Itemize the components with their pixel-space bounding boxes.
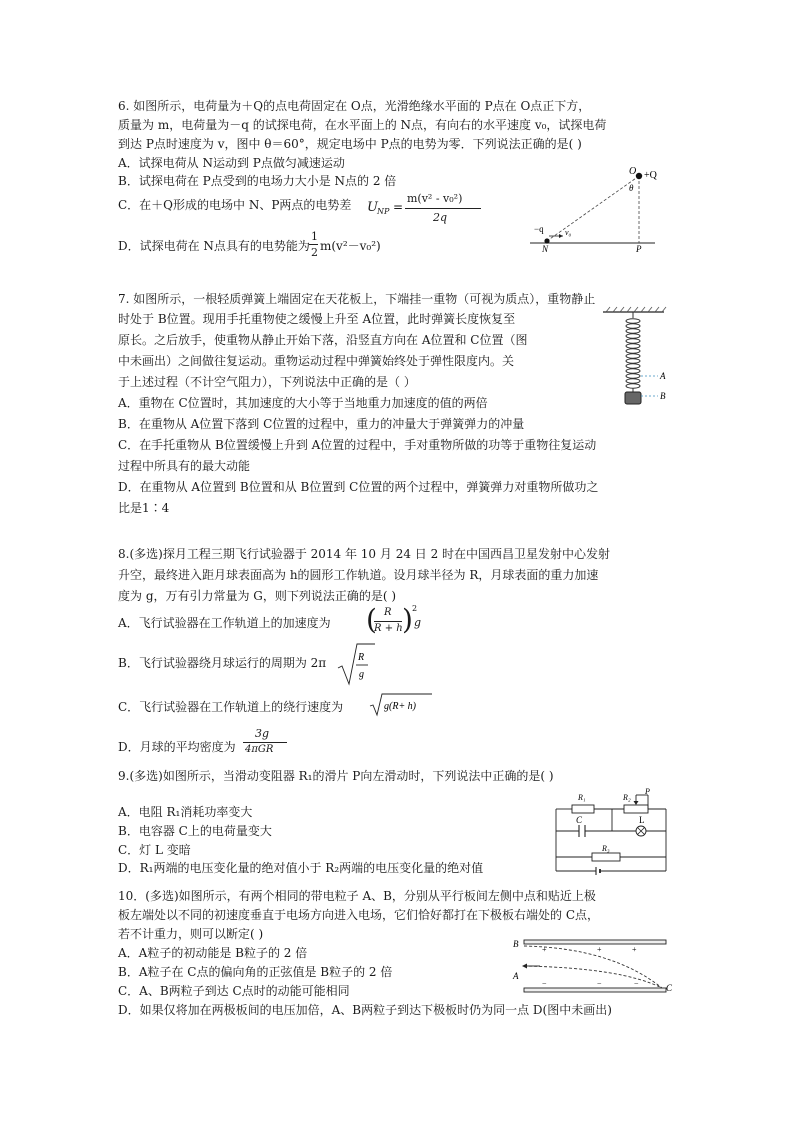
q6-c-num: m(v² - v₀²) <box>407 192 463 205</box>
q7-option-a: A．重物在 C位置时，其加速度的大小等于当地重力加速度的值的两倍 <box>118 396 488 410</box>
q10-figure <box>512 934 678 998</box>
q10-label-B: B <box>513 939 519 949</box>
q7-stem-line-3: 原长。之后放手，使重物从静止开始下落，沿竖直方向在 A位置和 C位置（图 <box>118 333 528 347</box>
q10-option-d: D．如果仅将加在两极板间的电压加倍，A、B两粒子到达下极板时仍为同一点 D(图中未画出) <box>118 1003 612 1017</box>
q9-label-L: L <box>639 815 645 825</box>
q10-minus-3: − <box>634 979 639 988</box>
q8-b-den: g <box>359 669 364 680</box>
q8-a-right-paren: ) <box>402 603 413 636</box>
q9-option-c: C．灯 L 变暗 <box>118 843 191 857</box>
q7-stem-line-4: 中未画出）之间做往复运动。重物运动过程中弹簧始终处于弹性限度内。关 <box>118 354 515 368</box>
q6-charge-q-dot <box>544 238 549 243</box>
q6-option-c <box>118 196 351 214</box>
q9-label-C: C <box>576 815 583 825</box>
q6-c-den: 2q <box>433 211 448 224</box>
q9-label-P: P <box>645 787 650 796</box>
q9-label-R2: R₂ <box>623 793 631 802</box>
q7-label-B: B <box>660 391 666 401</box>
q6-label-N: N <box>542 244 549 252</box>
q10-plus-3: + <box>632 945 637 954</box>
q6-c-eq: = <box>393 200 404 214</box>
q9-stem: 9.(多选)如图所示，当滑动变阻器 R₁的滑片 P向左滑动时，下列说法中正确的是( ) <box>118 769 554 783</box>
q6-option-a: A．试探电荷从 N运动到 P点做匀减速运动 <box>118 156 345 170</box>
q7-label-A: A <box>660 371 666 381</box>
q6-option-c-text: C．在＋Q形成的电场中 N、P两点的电势差 <box>118 198 352 212</box>
q8-option-a-formula <box>366 604 436 640</box>
q6-option-c-formula <box>367 190 487 230</box>
q8-d-num: 3g <box>255 727 270 740</box>
q6-option-b: B．试探电荷在 P点受到的电场力大小是 N点的 2 倍 <box>118 174 397 188</box>
q10-label-A: A <box>513 971 519 981</box>
q8-option-c-radical <box>369 692 439 718</box>
q8-a-post: g <box>414 616 422 629</box>
q8-b-sqrt-sign <box>338 644 375 684</box>
q6-stem-line-1: 6. 如图所示，电荷量为＋Q的点电荷固定在 O点，光滑绝缘水平面的 P点在 O点正下方， <box>118 99 591 113</box>
q7-weight <box>625 392 641 404</box>
q6-option-d-formula <box>309 230 419 266</box>
q8-stem-line-1: 8.(多选)探月工程三期飞行试验器于 2014 年 10 月 24 日 2 时在中国西昌卫星发射中心发射 <box>118 547 611 561</box>
q10-upper-plate <box>524 940 666 944</box>
q6-option-d-text: D．试探电荷在 N点具有的电势能为 <box>118 239 310 253</box>
q8-option-c: C．飞行试验器在工作轨道上的绕行速度为 <box>118 700 344 714</box>
q6-velocity-arrowhead <box>559 234 563 238</box>
q10-option-c: C．A、B两粒子到达 C点时的动能可能相同 <box>118 984 350 998</box>
q8-option-d: D．月球的平均密度为 <box>118 740 236 754</box>
q7-option-b: B．在重物从 A位置下落到 C位置的过程中，重力的冲量大于弹簧弹力的冲量 <box>118 417 525 431</box>
q9-label-R3: R₃ <box>602 844 610 853</box>
q6-label-q: −q <box>534 224 544 234</box>
q6-label-v0: v₀ <box>565 228 572 237</box>
q6-label-O: O <box>629 166 637 177</box>
q10-plus-2: + <box>597 945 602 954</box>
q6-label-theta: θ <box>629 183 634 193</box>
q8-b-num: R <box>358 652 365 663</box>
q6-label-P: P <box>636 244 642 252</box>
q10-option-a: A．A粒子的初动能是 B粒子的 2 倍 <box>118 946 308 960</box>
q6-c-fraction-bar <box>405 208 481 209</box>
q7-spring <box>626 312 640 392</box>
q9-resistor-R3 <box>592 853 620 861</box>
q8-option-b-radical <box>336 642 376 686</box>
q6-d-fraction-bar <box>309 244 318 245</box>
q8-option-a: A．飞行试验器在工作轨道上的加速度为 <box>118 616 331 630</box>
q9-circuit-figure <box>548 787 678 877</box>
q7-stem-line-1: 7. 如图所示，一根轻质弹簧上端固定在天花板上，下端挂一重物（可视为质点），重物静止 <box>118 292 596 306</box>
q6-stem-line-3: 到达 P点时速度为 v，图中 θ＝60°，规定电场中 P点的电势为零．下列说法正确的是( ) <box>118 137 582 151</box>
q9-option-b: B．电容器 C上的电荷量变大 <box>118 824 272 838</box>
q6-d-den: 2 <box>311 246 318 259</box>
q6-option-d <box>118 237 310 255</box>
q10-arrowhead-A <box>522 964 527 969</box>
q7-stem-line-2: 时处于 B位置。现用手托重物使之缓慢上升至 A位置，此时弹簧长度恢复至 <box>118 312 516 326</box>
q7-option-d-line-2: 比是1∶4 <box>118 501 170 515</box>
q10-minus-1: − <box>542 979 547 988</box>
q8-stem-line-3: 度为 g，万有引力常量为 G，则下列说法正确的是( ) <box>118 589 397 603</box>
q6-c-var: U <box>367 200 378 215</box>
q10-stem-line-2: 板左端处以不同的初速度垂直于电场方向进入电场，它们恰好都打在下极板右端处的 C点， <box>118 908 599 922</box>
q9-circuit-wires <box>556 809 666 871</box>
q10-stem-line-1: 10．(多选)如图所示，有两个相同的带电粒子 A、B，分别从平行板间左侧中点和贴近上极 <box>118 889 596 903</box>
q7-stem-line-5: 于上述过程（不计空气阻力），下列说法中正确的是（ ） <box>118 375 416 389</box>
q10-option-b: B．A粒子在 C点的偏向角的正弦值是 B粒子的 2 倍 <box>118 965 393 979</box>
q8-stem-line-2: 升空，最终进入距月球表面高为 h的圆形工作轨道。设月球半径为 R，月球表面的重力加速 <box>118 568 599 582</box>
q7-option-d-line-1: D．在重物从 A位置到 B位置和从 B位置到 C位置的两个过程中，弹簧弹力对重物所做功之 <box>118 480 599 494</box>
q9-option-d: D．R₁两端的电压变化量的绝对值小于 R₂两端的电压变化量的绝对值 <box>118 861 484 875</box>
q10-lower-plate <box>524 988 666 992</box>
q7-figure <box>600 306 670 412</box>
q6-d-post: m(v²－v₀²) <box>320 239 381 253</box>
q6-stem-line-2: 质量为 m，电荷量为－q 的试探电荷，在水平面上的 N点，有向右的水平速度 v₀，试探电荷 <box>118 118 607 132</box>
q10-plus-1: + <box>542 945 547 954</box>
q6-label-Q: +Q <box>644 170 657 181</box>
q8-a-exp: 2 <box>412 604 418 613</box>
q8-option-d-formula <box>240 727 300 763</box>
q6-c-sub: NP <box>377 207 390 216</box>
q8-d-den: 4πGR <box>245 744 274 755</box>
q9-resistor-R1 <box>572 805 594 813</box>
q10-label-C: C <box>666 983 673 993</box>
q7-ceiling-hatch <box>606 307 666 312</box>
q8-option-b: B．飞行试验器绕月球运行的周期为 2π <box>118 656 327 670</box>
q6-diagonal-dashed <box>547 176 639 241</box>
q6-figure <box>525 162 665 252</box>
q9-option-a: A．电阻 R₁消耗功率变大 <box>118 805 253 819</box>
q8-a-left-paren: ( <box>366 603 377 636</box>
q7-option-c-line-2: 过程中所具有的最大动能 <box>118 459 251 473</box>
q10-stem-line-3: 若不计重力，则可以断定( ) <box>118 927 264 941</box>
q8-a-den: R + h <box>374 623 403 634</box>
q6-charge-Q-dot <box>636 173 642 179</box>
q10-minus-2: − <box>597 979 602 988</box>
q9-rheostat-R2 <box>624 805 648 813</box>
q8-d-fraction-bar <box>243 742 287 743</box>
q8-a-num: R <box>384 607 392 618</box>
q8-c-radicand: g(R+ h) <box>384 701 417 712</box>
q8-a-fraction-bar <box>374 621 402 622</box>
q9-label-R1: R₁ <box>578 793 586 802</box>
q7-option-c-line-1: C．在手托重物从 B位置缓慢上升到 A位置的过程中，手对重物所做的功等于重物往复运动 <box>118 438 597 452</box>
q6-d-num: 1 <box>311 230 318 243</box>
q9-slider-arrowhead <box>634 801 639 805</box>
